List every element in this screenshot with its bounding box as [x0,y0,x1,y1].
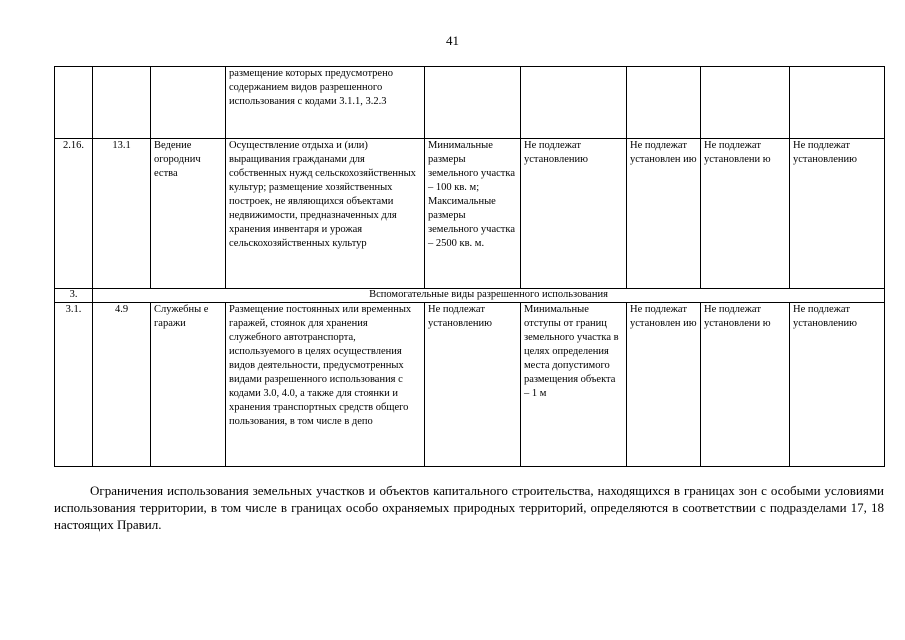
coverage-cell: Не подлежат установлени ю [701,303,790,467]
permitted-use-code-cell: 4.9 [93,303,151,467]
permitted-use-name-cell: Ведение огороднич ества [151,139,226,289]
setbacks-cell: Не подлежат установлению [521,139,627,289]
section-title-cell: Вспомогательные виды разрешенного использования [93,289,885,303]
other-params-cell [790,67,885,139]
permitted-use-description-cell: Осуществление отдыха и (или) выращивания гражданами для собственных нужд сельскохозяйственных культур; размещение хозяйственных построек, не являющихся объектами недвижимости, предназначенных для хранения инвентаря и урожая сельскохозяйственных культур [226,139,425,289]
other-params-cell: Не подлежат установлению [790,303,885,467]
row-number-cell: 2.16. [55,139,93,289]
section-header-row [55,289,885,303]
permitted-use-name-cell: Служебны е гаражи [151,303,226,467]
page-number: 41 [446,33,459,48]
setbacks-cell: Минимальные отступы от границ земельного участка в целях определения места допустимого размещения объекта – 1 м [521,303,627,467]
table-row [55,67,885,139]
permitted-use-name-cell [151,67,226,139]
floors-cell [627,67,701,139]
setbacks-cell [521,67,627,139]
permitted-use-code-cell [93,67,151,139]
other-params-cell: Не подлежат установлению [790,139,885,289]
permitted-use-code-cell: 13.1 [93,139,151,289]
lot-size-cell: Минимальные размеры земельного участка – 100 кв. м; Максимальные размеры земельного участка – 2500 кв. м. [425,139,521,289]
coverage-cell [701,67,790,139]
floors-cell: Не подлежат установлен ию [627,303,701,467]
lot-size-cell: Не подлежат установлению [425,303,521,467]
section-number-cell: 3. [55,289,93,303]
coverage-cell: Не подлежат установлени ю [701,139,790,289]
row-number-cell: 3.1. [55,303,93,467]
permitted-use-description-cell: размещение которых предусмотрено содержанием видов разрешенного использования с кодами 3.1.1, 3.2.3 [226,67,425,139]
regulations-table [54,66,885,467]
lot-size-cell [425,67,521,139]
table-row [55,303,885,467]
restrictions-note-paragraph: Ограничения использования земельных участков и объектов капитального строительства, находящихся в границах зон с особыми условиями использования территории, в том числе в границах особо охраняемых природных территорий, определяются в соответствии с подразделами 17, 18 настоящих Правил. [54,483,884,532]
permitted-use-description-cell: Размещение постоянных или временных гаражей, стоянок для хранения служебного автотранспорта, используемого в целях осуществления видов деятельности, предусмотренных видами разрешенного использования с кодами 3.0, 4.0, а также для стоянки и хранения транспортных средств общего пользования, в том числе в депо [226,303,425,467]
table-row [55,139,885,289]
floors-cell: Не подлежат установлен ию [627,139,701,289]
row-number-cell [55,67,93,139]
